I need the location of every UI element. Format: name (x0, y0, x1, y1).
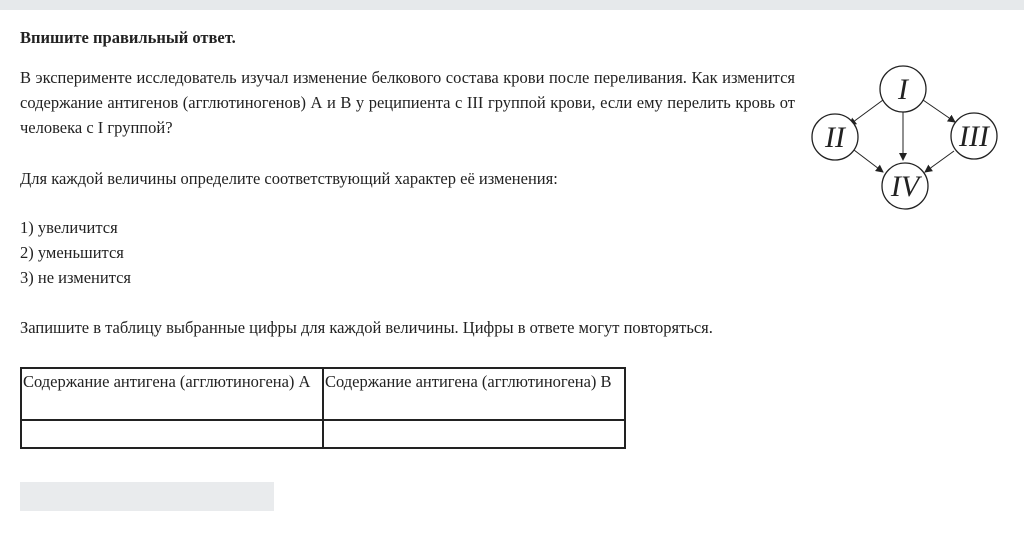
top-bar (0, 0, 1024, 10)
options-list (20, 215, 131, 290)
option-item: 2) уменьшится (20, 243, 124, 262)
instruction-text: Для каждой величины определите соответствующий характер её изменения: (20, 169, 558, 188)
node-label-i: I (898, 73, 908, 106)
arrow-iii-to-iv (925, 151, 954, 172)
node-label-ii: II (825, 121, 845, 154)
option-item: 3) не изменится (20, 268, 132, 287)
answer-table (20, 367, 626, 449)
answer-submit-area[interactable] (20, 482, 274, 511)
question-text: В эксперименте исследователь изучал изменение белкового состава крови после переливания. Как изменится содержание антигенов (агглютиногенов) А и В у реципиента с III группой крови, если ему перелить кровь от человека с I группой? (20, 68, 795, 137)
table-header-antigen-b: Содержание антигена (агглютиногена) В (323, 368, 625, 420)
arrow-i-to-iii (923, 100, 955, 122)
blood-group-diagram (806, 62, 1002, 212)
arrow-i-to-ii (849, 100, 883, 125)
arrow-ii-to-iv (854, 150, 883, 172)
node-label-iv: IV (890, 170, 920, 203)
table-answer-row (21, 420, 625, 448)
task-heading: Впишите правильный ответ. (20, 28, 236, 47)
table-header-row (21, 368, 625, 420)
answer-input-b[interactable] (324, 423, 624, 447)
option-item: 1) увеличится (20, 218, 118, 237)
table-header-antigen-a: Содержание антигена (агглютиногена) А (21, 368, 323, 420)
answer-input-a[interactable] (22, 423, 322, 447)
table-instruction-text: Запишите в таблицу выбранные цифры для каждой величины. Цифры в ответе могут повторяться. (20, 318, 713, 337)
node-label-iii: III (959, 120, 989, 153)
answer-cell-a[interactable] (21, 420, 323, 448)
answer-cell-b[interactable] (323, 420, 625, 448)
